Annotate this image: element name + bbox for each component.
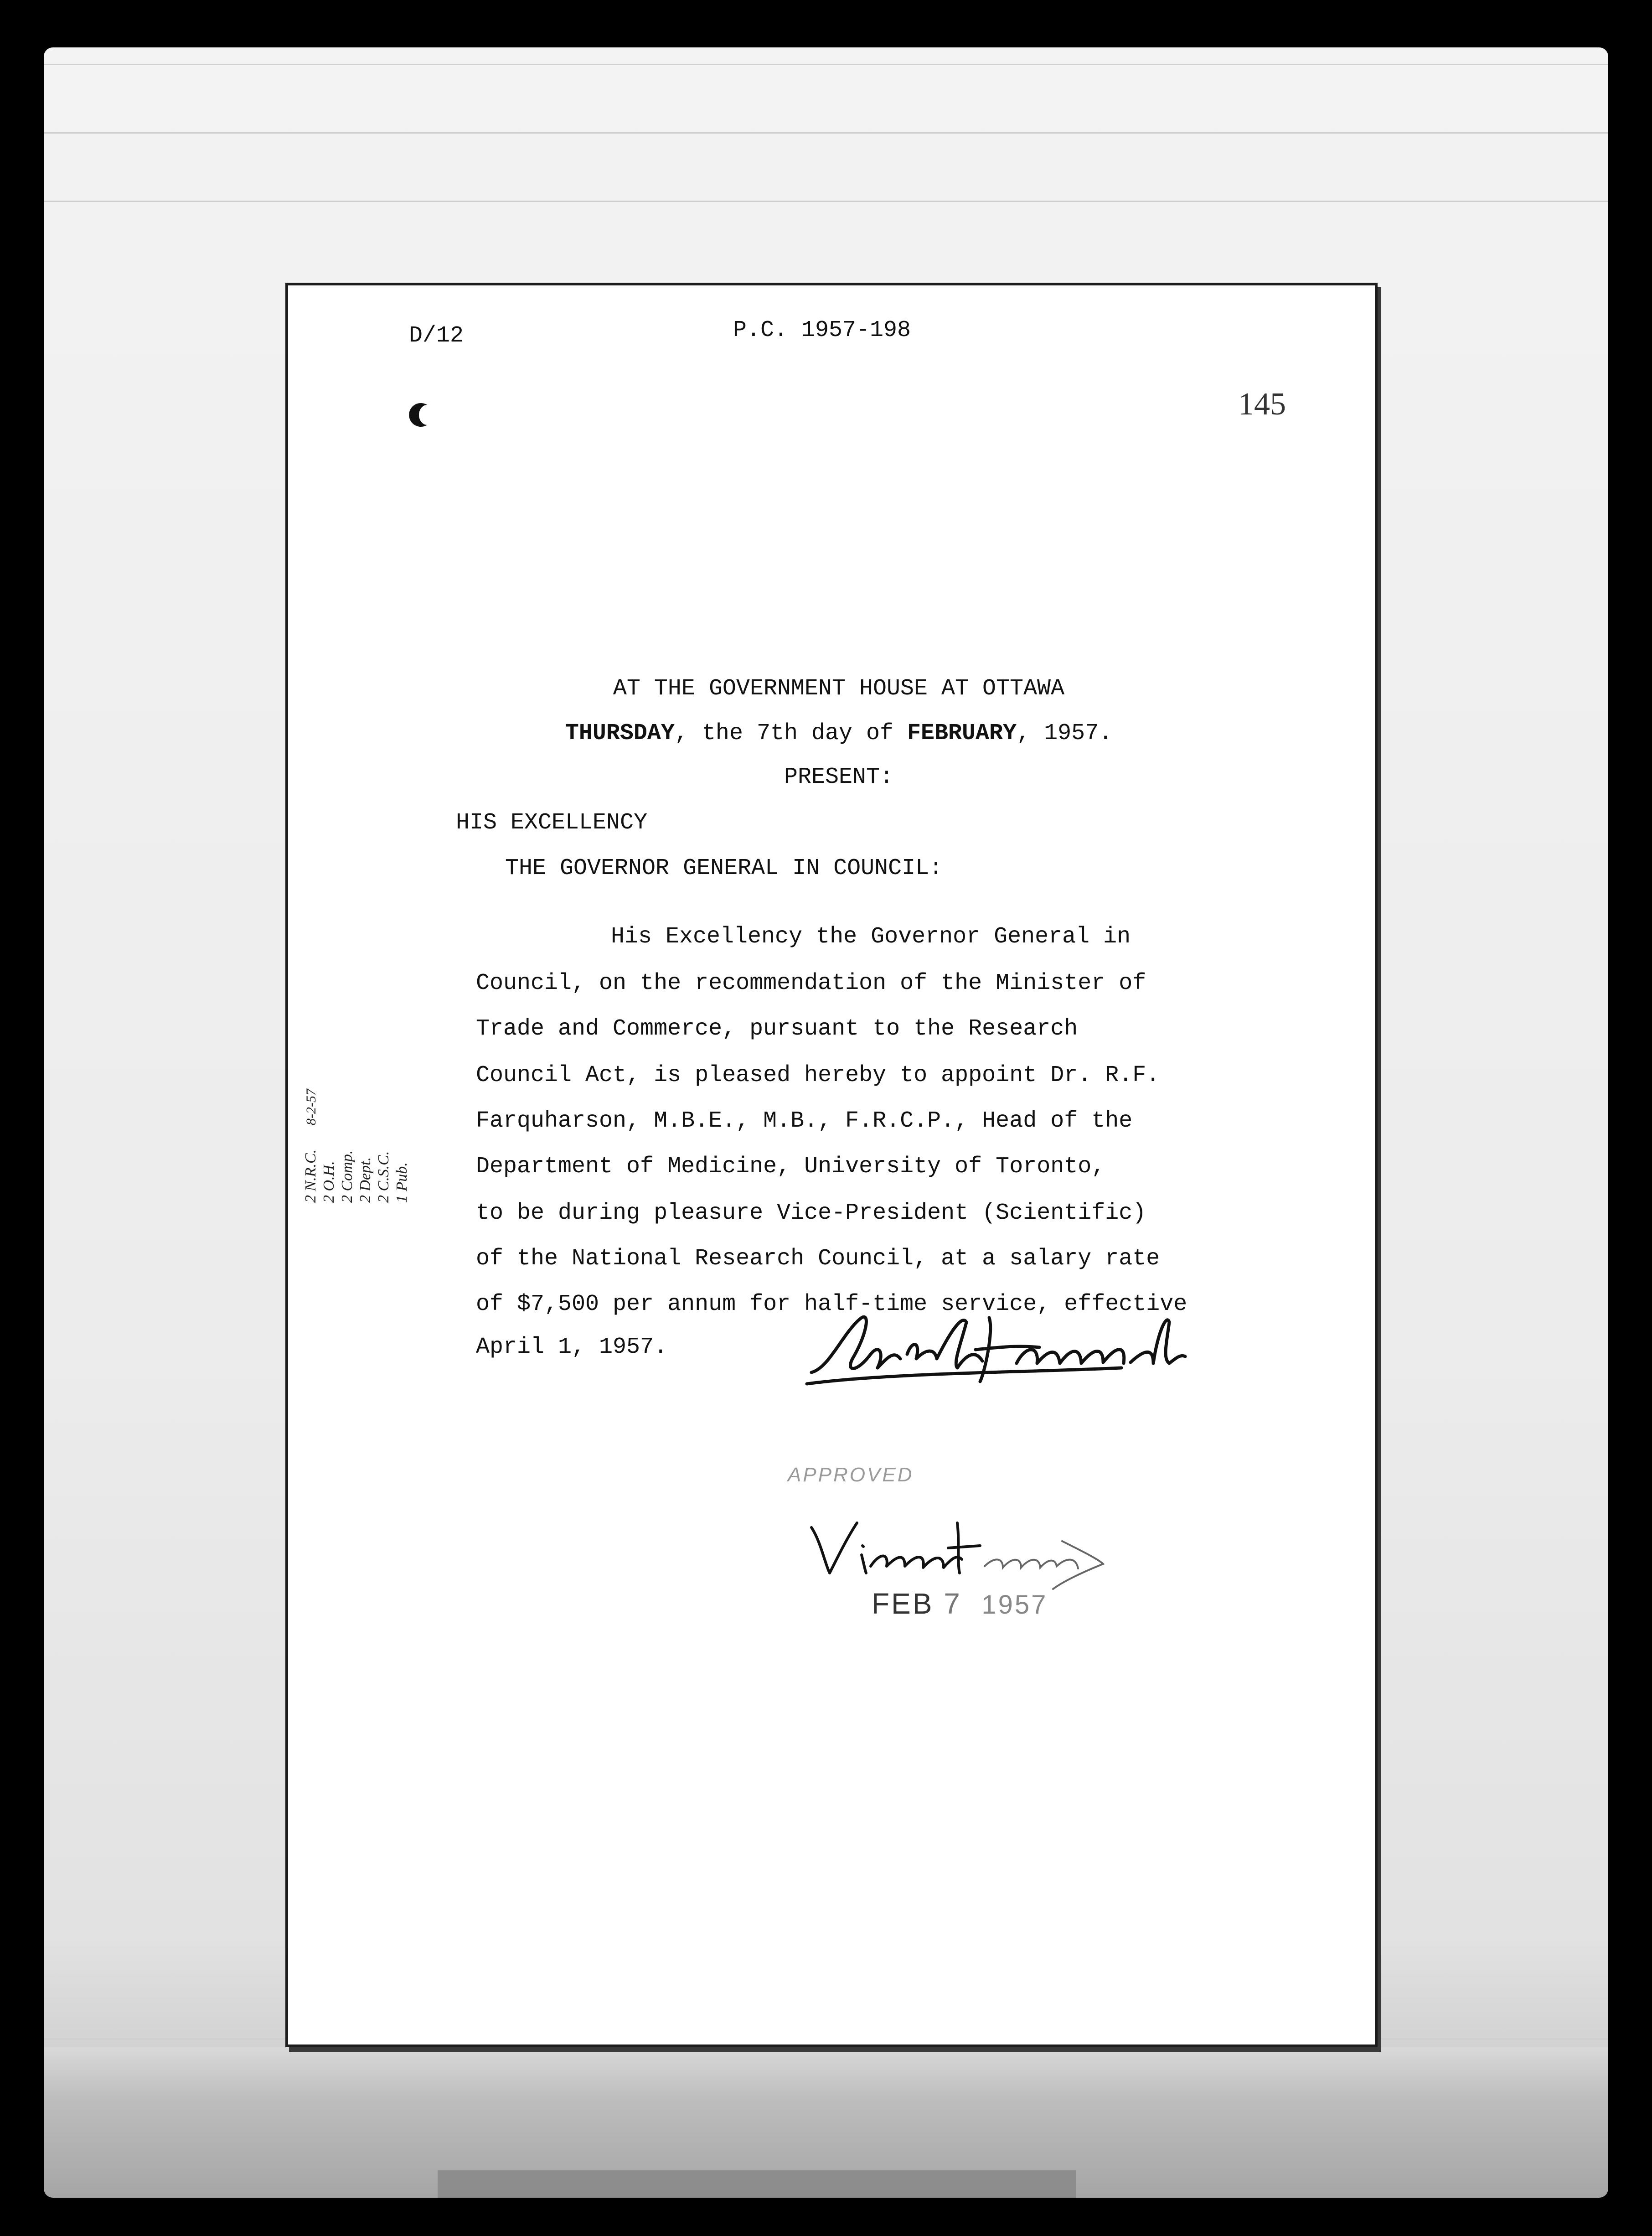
body-line: to be during pleasure Vice-President (Scientific) [476, 1200, 1146, 1226]
margin-note-line: 2 Dept. [357, 1157, 374, 1203]
body-line: Farquharson, M.B.E., M.B., F.R.C.P., Head of the [476, 1108, 1133, 1134]
mount-rule [44, 132, 1608, 134]
mount-rule [44, 64, 1608, 65]
mount-rule [44, 201, 1608, 202]
margin-note-line: 2 N.R.C. [302, 1149, 319, 1203]
governor-general-signature [807, 1514, 1108, 1596]
margin-distribution-notes [297, 1057, 434, 1207]
date-stamp-month: FEB [872, 1587, 934, 1620]
body-line: Council Act, is pleased hereby to appoint Dr. R.F. [476, 1062, 1160, 1088]
crescent-mark-icon [408, 401, 435, 429]
heading-weekday: THURSDAY [565, 720, 675, 746]
heading-date [456, 722, 1222, 745]
heading-location: AT THE GOVERNMENT HOUSE AT OTTAWA [613, 676, 1065, 702]
margin-note-line: 1 Pub. [393, 1162, 410, 1203]
heading-date-year: , 1957. [1017, 720, 1113, 746]
file-code: D/12 [409, 323, 464, 349]
date-stamp-year: 1957 [981, 1590, 1048, 1620]
order-number: P.C. 1957-198 [733, 317, 911, 343]
margin-note-line: 2 C.S.C. [375, 1151, 392, 1203]
heading-present: PRESENT: [784, 764, 894, 790]
clerk-signature [802, 1304, 1231, 1404]
svg-text:1 Pub. [393, 1162, 410, 1203]
heading-month: FEBRUARY [907, 720, 1017, 746]
body-line: His Excellency the Governor General in [611, 924, 1131, 950]
body-line: April 1, 1957. [476, 1334, 668, 1360]
svg-text:2 Comp. [339, 1150, 356, 1203]
heading-date-part: , the 7th day of [674, 720, 908, 746]
svg-text:2 Dept. [357, 1157, 374, 1203]
margin-note-line: 2 O.H. [320, 1161, 337, 1203]
margin-note-date: 8-2-57 [304, 1089, 319, 1125]
body-line: Department of Medicine, University of Toronto, [476, 1154, 1105, 1180]
page-number: 145 [1238, 387, 1286, 422]
address-line-2: THE GOVERNOR GENERAL IN COUNCIL: [505, 855, 943, 881]
svg-text:2 O.H. [320, 1161, 337, 1203]
body-line: Council, on the recommendation of the Minister of [476, 970, 1146, 996]
date-stamp-day: 7 [944, 1587, 962, 1620]
svg-text:2 N.R.C. [302, 1149, 319, 1203]
address-line-1: HIS EXCELLENCY [456, 810, 648, 836]
svg-text:8-2-57 [304, 1088, 319, 1125]
svg-text:2 C.S.C. [375, 1151, 392, 1203]
body-line: of $7,500 per annum for half-time service, effective [476, 1291, 1187, 1317]
approved-stamp: APPROVED [788, 1464, 914, 1486]
body-line: of the National Research Council, at a salary rate [476, 1246, 1160, 1272]
body-line: Trade and Commerce, pursuant to the Research [476, 1016, 1078, 1042]
mount-lower-strip [438, 2170, 1076, 2198]
date-stamp [872, 1587, 1048, 1620]
margin-note-line: 2 Comp. [339, 1150, 356, 1203]
